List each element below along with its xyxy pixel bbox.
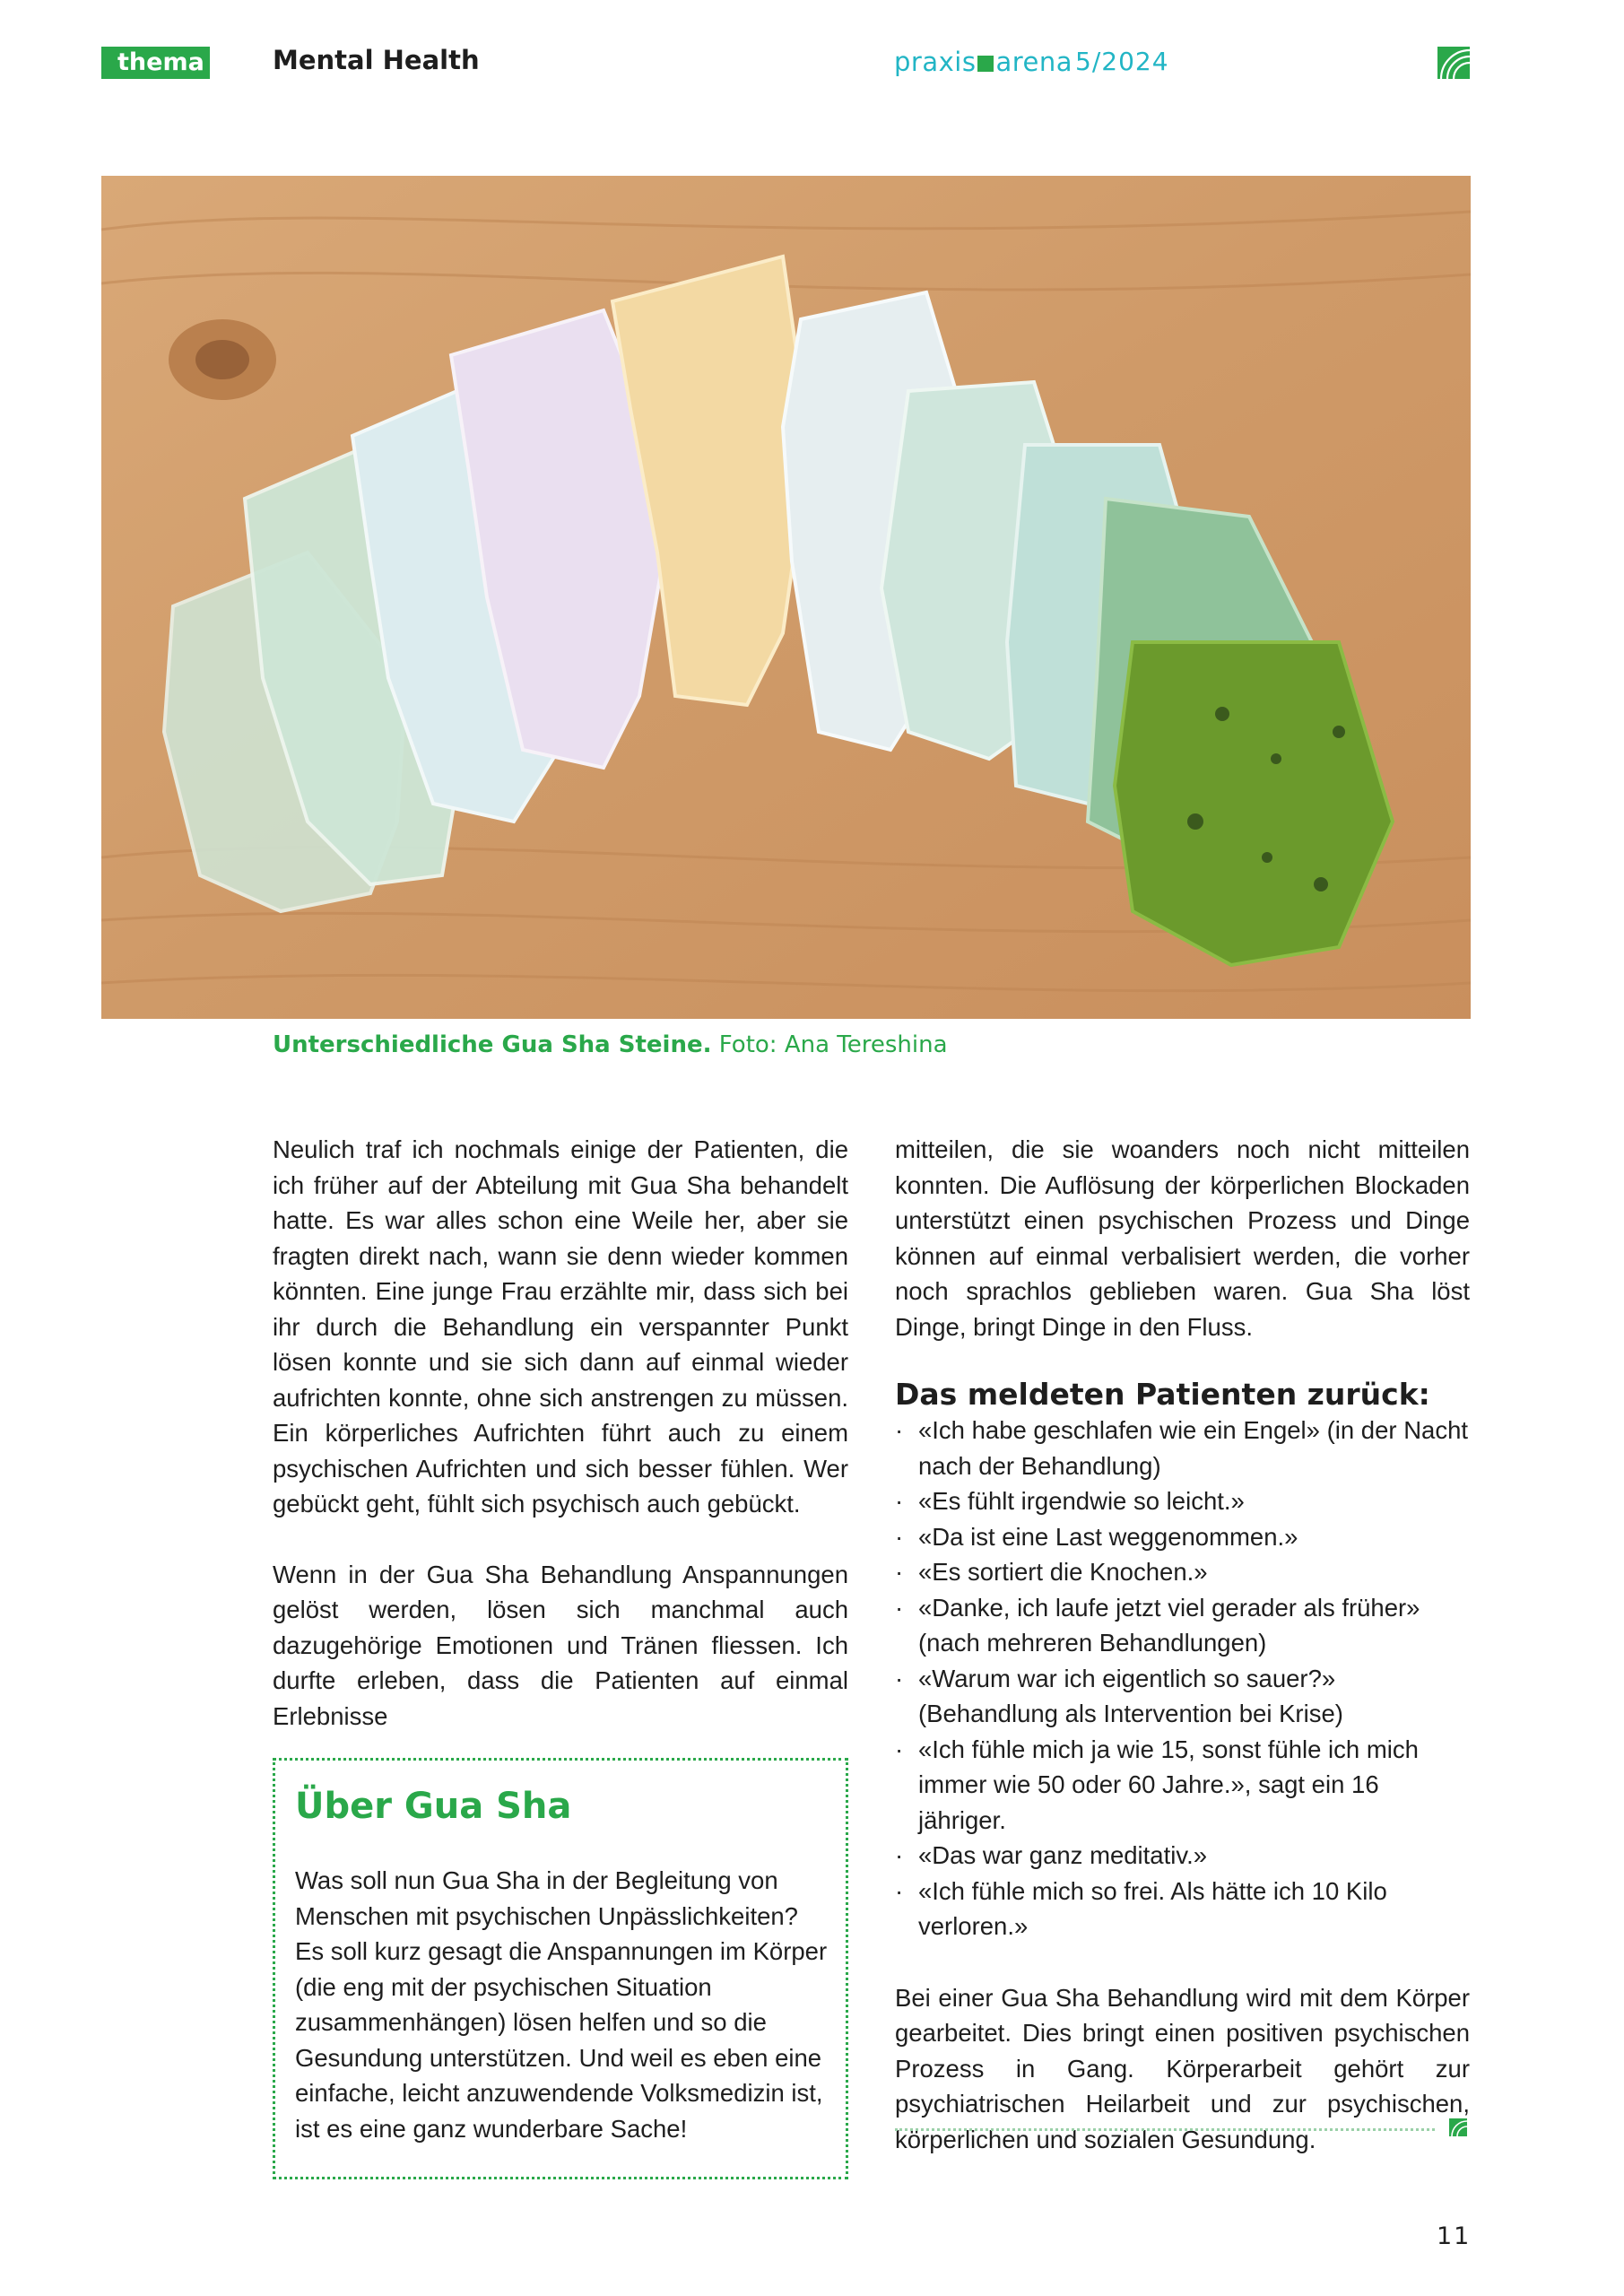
issue-number: 5/2024	[1075, 47, 1169, 76]
article-end-icon	[1449, 2118, 1467, 2136]
gua-sha-stones-photo	[101, 176, 1471, 1019]
caption-credit: Foto: Ana Tereshina	[718, 1031, 948, 1058]
page-number: 11	[1437, 2222, 1472, 2250]
list-item	[895, 1413, 1470, 1483]
bullet-icon: ·	[895, 1416, 904, 1444]
list-item	[895, 1874, 1470, 1944]
paragraph: Bei einer Gua Sha Behandlung wird mit dem Körper gearbeitet. Dies bringt einen positiven psychischen Prozess in Gang. Körperarbeit gehört zur psychiatrischen Heilarbeit und zur psychischen, körperlichen und sozialen Gesundung.	[895, 1983, 1470, 2153]
brand-left: praxis	[894, 47, 977, 77]
bullet-icon: ·	[895, 1664, 904, 1692]
article-end-divider	[895, 2128, 1435, 2131]
caption-lead: Unterschiedliche Gua Sha Steine.	[273, 1031, 712, 1058]
list-item	[895, 1483, 1470, 1519]
info-box-text: Was soll nun Gua Sha in der Begleitung von Menschen mit psychischen Unpässlichkeiten? Es soll kurz gesagt die Anspannungen im Körper (die eng mit der psychischen Situation zusammenhängen) lösen helfen und so die Gesundung unterstützen. Und weil es eben eine einfache, leicht anzuwendende Volksmedizin ist, ist es eine ganz wunderbare Sache!	[295, 1866, 828, 2143]
quote-text: «Das war ganz meditativ.»	[918, 1841, 1207, 1869]
paragraph: Wenn in der Gua Sha Behandlung Anspannungen gelöst werden, lösen sich manchmal auch dazugehörige Emotionen und Tränen fliessen. Ich durfte erleben, dass die Patienten auf einmal Erlebnisse	[273, 1560, 848, 1730]
photo-caption	[273, 1031, 948, 1058]
bullet-icon: ·	[895, 1876, 904, 1905]
left-column	[273, 1132, 848, 1734]
brand-right: arena	[995, 47, 1073, 77]
paragraph: Neulich traf ich nochmals einige der Patienten, die ich früher auf der Abteilung mit Gua Sha behandelt hatte. Es war alles schon eine Weile her, aber sie fragten direkt nach, wann sie denn wieder kommen könnten. Eine junge Frau erzählte mir, dass sich bei ihr durch die Behandlung ein verspannter Punkt lösen konnte und sie sich dann auf einmal wieder aufrichten konnte, ohne sich anstrengen zu müssen. Ein körperliches Aufrichten führt auch zu einem psychischen Aufrichten und sich besser fühlen. Wer gebückt geht, fühlt sich psychisch auch gebückt.	[273, 1135, 848, 1518]
quote-text: «Es sortiert die Knochen.»	[918, 1558, 1208, 1586]
bullet-icon: ·	[895, 1841, 904, 1869]
quote-text: «Es fühlt irgendwie so leicht.»	[918, 1487, 1245, 1515]
bullet-icon: ·	[895, 1522, 904, 1551]
quote-text: «Ich fühle mich so frei. Als hätte ich 10 Kilo verloren.»	[918, 1876, 1387, 1940]
quote-text: «Warum war ich eigentlich so sauer?» (Behandlung als Intervention bei Krise)	[918, 1664, 1343, 1727]
quote-list	[895, 1413, 1470, 1944]
section-title: Mental Health	[273, 45, 480, 75]
bullet-icon: ·	[895, 1487, 904, 1515]
brand-square-icon	[977, 56, 994, 72]
quote-text: «Ich fühle mich ja wie 15, sonst fühle ich mich immer wie 50 oder 60 Jahre.», sagt ein 16 jähriger.	[918, 1735, 1419, 1834]
list-item	[895, 1838, 1470, 1874]
quote-text: «Ich habe geschlafen wie ein Engel» (in der Nacht nach der Behandlung)	[918, 1416, 1469, 1480]
bullet-icon: ·	[895, 1593, 904, 1622]
section-tag: thema	[101, 47, 210, 79]
right-column	[895, 1132, 1470, 2157]
magazine-brand	[894, 47, 1073, 77]
quote-text: «Danke, ich laufe jetzt viel gerader als früher» (nach mehreren Behandlungen)	[918, 1593, 1420, 1657]
paragraph: mitteilen, die sie woanders noch nicht mitteilen konnten. Die Auflösung der körperlichen Blockaden unterstützt einen psychischen Prozess und Dinge können auf einmal verbalisiert werden, die vorher noch sprachlos geblieben waren. Gua Sha löst Dinge, bringt Dinge in den Fluss.	[895, 1135, 1470, 1341]
info-box-title: Über Gua Sha	[295, 1786, 572, 1827]
bullet-icon: ·	[895, 1558, 904, 1586]
list-item	[895, 1732, 1470, 1839]
quote-text: «Da ist eine Last weggenommen.»	[918, 1522, 1298, 1551]
list-item	[895, 1519, 1470, 1555]
list-item	[895, 1661, 1470, 1732]
praxisarena-logo-icon	[1437, 47, 1470, 79]
info-box	[273, 1758, 848, 2179]
subheading: Das meldeten Patienten zurück:	[895, 1377, 1430, 1412]
list-item	[895, 1590, 1470, 1661]
list-item	[895, 1554, 1470, 1590]
bullet-icon: ·	[895, 1735, 904, 1763]
